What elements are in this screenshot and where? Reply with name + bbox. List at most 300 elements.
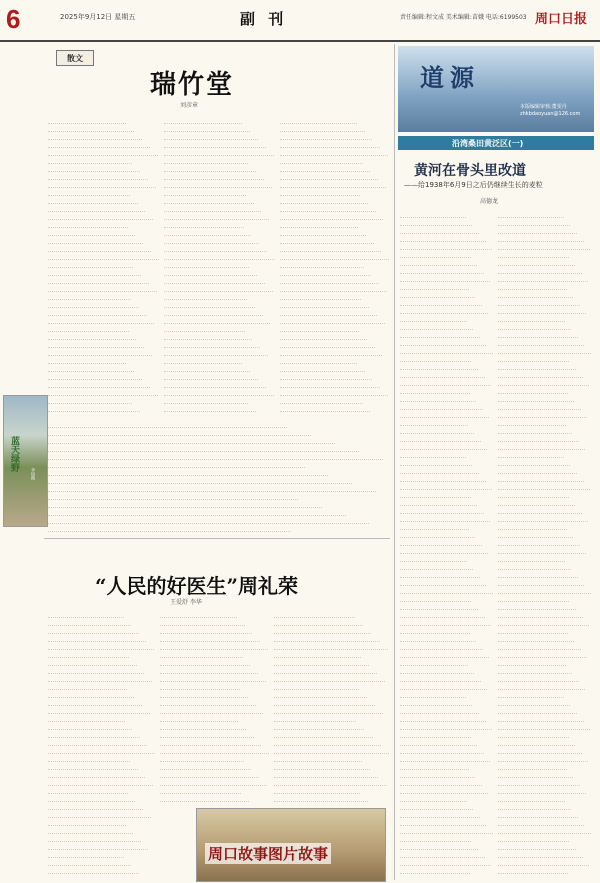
text-line bbox=[498, 706, 577, 714]
text-line bbox=[48, 826, 133, 834]
text-line bbox=[48, 818, 126, 826]
text-line bbox=[498, 610, 583, 618]
text-line bbox=[400, 386, 470, 394]
text-line bbox=[160, 626, 252, 634]
text-line bbox=[498, 786, 586, 794]
text-line bbox=[498, 282, 567, 290]
text-line bbox=[48, 714, 125, 722]
text-line bbox=[48, 284, 157, 292]
text-line bbox=[48, 858, 131, 866]
text-line bbox=[48, 212, 153, 220]
issue-date: 2025年9月12日 星期五 bbox=[60, 13, 136, 21]
text-line bbox=[48, 850, 124, 858]
text-line bbox=[280, 156, 363, 164]
text-line bbox=[164, 316, 270, 324]
text-line bbox=[400, 666, 474, 674]
section-title: 副 刊 bbox=[240, 10, 288, 28]
text-line bbox=[48, 332, 136, 340]
text-line bbox=[164, 236, 259, 244]
text-line bbox=[498, 266, 582, 274]
poem-column bbox=[498, 210, 592, 878]
text-line bbox=[498, 626, 568, 634]
text-line bbox=[48, 786, 128, 794]
text-line bbox=[498, 690, 564, 698]
text-line bbox=[280, 308, 377, 316]
text-line bbox=[280, 260, 364, 268]
text-line bbox=[280, 372, 372, 380]
text-line bbox=[498, 474, 584, 482]
text-line bbox=[164, 212, 269, 220]
text-line bbox=[280, 356, 357, 364]
text-line bbox=[164, 116, 242, 124]
text-line bbox=[498, 530, 573, 538]
text-line bbox=[274, 770, 378, 778]
photo-caption: 蓝天绿野 bbox=[9, 436, 19, 472]
text-line bbox=[164, 396, 248, 404]
column-editor: 本版编辑审核:董雯丹 zhkbdaoyuan@126.com bbox=[520, 104, 581, 117]
article-body-column bbox=[48, 610, 156, 878]
text-line bbox=[498, 674, 579, 682]
text-line bbox=[160, 794, 249, 802]
text-line bbox=[498, 834, 569, 842]
text-line bbox=[280, 388, 388, 396]
text-line bbox=[400, 514, 490, 522]
text-line bbox=[48, 204, 145, 212]
text-line bbox=[400, 242, 492, 250]
text-line bbox=[48, 420, 287, 428]
text-line bbox=[400, 850, 485, 858]
text-line bbox=[400, 450, 466, 458]
text-line bbox=[164, 364, 250, 372]
text-line bbox=[164, 188, 246, 196]
text-line bbox=[160, 730, 254, 738]
text-line bbox=[400, 458, 472, 466]
text-line bbox=[498, 410, 587, 418]
text-line bbox=[498, 634, 574, 642]
text-line bbox=[498, 618, 589, 626]
text-line bbox=[400, 482, 492, 490]
text-line bbox=[498, 842, 576, 850]
text-line bbox=[48, 140, 150, 148]
text-line bbox=[274, 690, 367, 698]
text-line bbox=[498, 642, 581, 650]
text-line bbox=[164, 284, 273, 292]
text-line bbox=[400, 402, 483, 410]
poem-headline: 黄河在骨头里改道 bbox=[414, 163, 526, 179]
text-line bbox=[160, 706, 263, 714]
text-line bbox=[280, 404, 370, 412]
text-line bbox=[400, 682, 487, 690]
text-line bbox=[48, 802, 143, 810]
text-line bbox=[48, 340, 144, 348]
text-line bbox=[498, 650, 587, 658]
text-line bbox=[48, 348, 152, 356]
text-line bbox=[400, 690, 466, 698]
text-line bbox=[48, 396, 132, 404]
text-line bbox=[498, 250, 569, 258]
article-body-column bbox=[280, 116, 390, 416]
text-line bbox=[280, 172, 378, 180]
text-line bbox=[48, 460, 305, 468]
text-line bbox=[48, 650, 129, 658]
text-line bbox=[164, 156, 248, 164]
text-line bbox=[498, 234, 584, 242]
text-line bbox=[498, 482, 590, 490]
text-line bbox=[48, 746, 155, 754]
article-author: 刘彦章 bbox=[180, 102, 199, 109]
text-line bbox=[48, 674, 152, 682]
article-body-column bbox=[160, 610, 270, 805]
text-line bbox=[274, 674, 385, 682]
text-line bbox=[48, 188, 130, 196]
text-line bbox=[400, 274, 490, 282]
text-line bbox=[48, 324, 129, 332]
text-line bbox=[48, 722, 132, 730]
text-line bbox=[498, 546, 586, 554]
text-line bbox=[48, 508, 346, 516]
text-line bbox=[498, 322, 571, 330]
text-line bbox=[498, 258, 575, 266]
text-line bbox=[274, 778, 387, 786]
article-body-column bbox=[164, 116, 276, 416]
text-line bbox=[48, 124, 134, 132]
text-line bbox=[498, 498, 575, 506]
text-line bbox=[48, 172, 148, 180]
text-line bbox=[160, 786, 241, 794]
text-line bbox=[160, 746, 269, 754]
text-line bbox=[280, 148, 388, 156]
text-line bbox=[274, 722, 364, 730]
text-line bbox=[164, 132, 258, 140]
text-line bbox=[164, 124, 250, 132]
text-line bbox=[160, 722, 246, 730]
text-line bbox=[400, 314, 467, 322]
text-line bbox=[48, 770, 145, 778]
text-line bbox=[400, 730, 471, 738]
text-line bbox=[48, 132, 142, 140]
text-line bbox=[164, 260, 249, 268]
text-line bbox=[48, 468, 328, 476]
text-line bbox=[280, 332, 367, 340]
text-line bbox=[280, 180, 386, 188]
text-line bbox=[280, 236, 374, 244]
text-line bbox=[498, 594, 569, 602]
text-line bbox=[400, 706, 479, 714]
text-line bbox=[400, 506, 484, 514]
text-line bbox=[498, 514, 588, 522]
text-line bbox=[498, 506, 582, 514]
text-line bbox=[164, 244, 267, 252]
text-line bbox=[400, 306, 488, 314]
text-line bbox=[498, 826, 591, 834]
text-line bbox=[498, 274, 588, 282]
text-line bbox=[274, 618, 363, 626]
text-line bbox=[160, 762, 251, 770]
text-line bbox=[498, 562, 571, 570]
text-line bbox=[48, 444, 359, 452]
text-line bbox=[48, 516, 369, 524]
text-line bbox=[280, 220, 358, 228]
text-line bbox=[498, 722, 590, 730]
text-line bbox=[280, 212, 383, 220]
text-line bbox=[400, 570, 480, 578]
text-line bbox=[48, 842, 148, 850]
text-line bbox=[48, 148, 158, 156]
text-line bbox=[498, 850, 583, 858]
text-line bbox=[48, 492, 298, 500]
text-line bbox=[164, 380, 266, 388]
text-line bbox=[400, 266, 484, 274]
text-line bbox=[498, 402, 581, 410]
text-line bbox=[48, 866, 139, 874]
text-line bbox=[48, 794, 135, 802]
text-line bbox=[498, 770, 573, 778]
text-line bbox=[280, 380, 380, 388]
text-line bbox=[280, 276, 379, 284]
text-line bbox=[164, 356, 242, 364]
text-line bbox=[400, 522, 469, 530]
newspaper-brand: 周口日报 bbox=[535, 12, 588, 27]
text-line bbox=[274, 738, 381, 746]
text-line bbox=[400, 330, 480, 338]
text-line bbox=[280, 292, 361, 300]
text-line bbox=[48, 300, 139, 308]
text-line bbox=[48, 164, 140, 172]
text-line bbox=[164, 180, 272, 188]
text-line bbox=[274, 610, 355, 618]
text-line bbox=[164, 220, 244, 228]
article-category-tag: 散文 bbox=[56, 50, 94, 66]
text-line bbox=[280, 364, 365, 372]
text-line bbox=[400, 442, 487, 450]
photo-credit: 李绿摄 bbox=[31, 468, 36, 480]
text-line bbox=[498, 490, 569, 498]
text-line bbox=[400, 282, 469, 290]
text-line bbox=[160, 682, 240, 690]
text-line bbox=[400, 418, 468, 426]
text-line bbox=[400, 602, 478, 610]
text-line bbox=[280, 396, 363, 404]
text-line bbox=[164, 140, 266, 148]
text-line bbox=[48, 810, 151, 818]
text-line bbox=[400, 218, 472, 226]
text-line bbox=[48, 738, 147, 746]
text-line bbox=[160, 658, 250, 666]
text-line bbox=[498, 658, 566, 666]
text-line bbox=[498, 314, 565, 322]
text-line bbox=[400, 322, 473, 330]
text-line bbox=[48, 388, 158, 396]
text-line bbox=[164, 172, 264, 180]
text-line bbox=[498, 210, 564, 218]
text-line bbox=[280, 116, 357, 124]
text-line bbox=[400, 818, 486, 826]
text-line bbox=[48, 698, 142, 706]
text-line bbox=[498, 698, 570, 706]
text-line bbox=[498, 866, 568, 874]
text-line bbox=[400, 370, 485, 378]
text-line bbox=[280, 188, 360, 196]
text-line bbox=[274, 706, 383, 714]
text-line bbox=[164, 292, 247, 300]
text-line bbox=[400, 530, 475, 538]
text-line bbox=[498, 218, 570, 226]
text-line bbox=[274, 730, 373, 738]
text-line bbox=[274, 746, 389, 754]
text-line bbox=[48, 524, 291, 532]
text-line bbox=[48, 268, 141, 276]
text-line bbox=[48, 404, 140, 412]
text-line bbox=[280, 340, 375, 348]
text-line bbox=[400, 754, 490, 762]
text-line bbox=[498, 738, 575, 746]
text-line bbox=[160, 634, 260, 642]
text-line bbox=[280, 124, 365, 132]
text-line bbox=[400, 674, 481, 682]
text-line bbox=[400, 394, 476, 402]
text-line bbox=[48, 762, 138, 770]
text-line bbox=[280, 164, 370, 172]
article-author: 王爱舒 李华 bbox=[170, 599, 202, 606]
text-line bbox=[274, 754, 362, 762]
text-line bbox=[498, 810, 578, 818]
text-line bbox=[160, 610, 237, 618]
text-line bbox=[164, 404, 256, 412]
text-line bbox=[164, 268, 257, 276]
text-line bbox=[400, 626, 470, 634]
text-line bbox=[48, 156, 132, 164]
text-line bbox=[164, 324, 245, 332]
text-line bbox=[498, 226, 577, 234]
editor-line: 责任编辑:程文成 美术编辑:苗娥 电话:6199503 bbox=[400, 14, 527, 21]
text-line bbox=[164, 300, 255, 308]
text-line bbox=[274, 642, 388, 650]
text-line bbox=[400, 866, 470, 874]
text-line bbox=[498, 386, 568, 394]
text-line bbox=[164, 276, 265, 284]
text-line bbox=[498, 354, 569, 362]
text-line bbox=[498, 290, 573, 298]
text-line bbox=[274, 682, 359, 690]
text-line bbox=[48, 364, 134, 372]
text-line bbox=[160, 674, 266, 682]
text-line bbox=[400, 858, 491, 866]
text-line bbox=[48, 834, 141, 842]
text-line bbox=[48, 778, 153, 786]
text-line bbox=[164, 308, 263, 316]
text-line bbox=[160, 738, 261, 746]
text-line bbox=[498, 242, 590, 250]
column-rule bbox=[394, 44, 395, 880]
text-line bbox=[164, 372, 258, 380]
text-line bbox=[400, 298, 482, 306]
text-line bbox=[400, 746, 484, 754]
text-line bbox=[498, 378, 589, 386]
text-line bbox=[498, 370, 583, 378]
text-line bbox=[280, 244, 381, 252]
text-line bbox=[164, 164, 256, 172]
text-line bbox=[400, 610, 485, 618]
text-line bbox=[400, 762, 469, 770]
text-line bbox=[498, 338, 584, 346]
text-line bbox=[48, 690, 134, 698]
text-line bbox=[400, 834, 471, 842]
text-line bbox=[400, 426, 474, 434]
text-line bbox=[164, 340, 260, 348]
text-line bbox=[400, 234, 486, 242]
text-line bbox=[274, 714, 356, 722]
page-number: 6 bbox=[6, 4, 21, 34]
text-line bbox=[48, 428, 311, 436]
text-line bbox=[48, 706, 150, 714]
text-line bbox=[400, 826, 493, 834]
text-line bbox=[498, 450, 564, 458]
text-line bbox=[280, 140, 380, 148]
text-line bbox=[400, 738, 477, 746]
text-line bbox=[48, 236, 143, 244]
text-line bbox=[400, 226, 479, 234]
text-line bbox=[498, 682, 585, 690]
text-line bbox=[498, 746, 582, 754]
text-line bbox=[498, 570, 578, 578]
series-title: 沿湾桑田黄泛区(一) bbox=[452, 139, 524, 148]
text-line bbox=[498, 458, 570, 466]
text-line bbox=[48, 666, 144, 674]
text-line bbox=[400, 546, 488, 554]
text-line bbox=[400, 538, 482, 546]
text-line bbox=[48, 730, 140, 738]
text-line bbox=[400, 490, 471, 498]
text-line bbox=[400, 410, 489, 418]
text-line bbox=[280, 300, 369, 308]
text-line bbox=[498, 362, 576, 370]
text-line bbox=[280, 348, 382, 356]
poem-author: 高德龙 bbox=[480, 198, 499, 205]
text-line bbox=[48, 754, 130, 762]
text-line bbox=[498, 346, 591, 354]
text-line bbox=[498, 602, 576, 610]
text-line bbox=[48, 626, 139, 634]
text-line bbox=[160, 666, 258, 674]
text-line bbox=[164, 332, 252, 340]
text-line bbox=[498, 578, 584, 586]
text-line bbox=[498, 762, 567, 770]
text-line bbox=[400, 794, 467, 802]
text-line bbox=[498, 426, 572, 434]
text-line bbox=[160, 690, 248, 698]
text-line bbox=[400, 810, 480, 818]
article-title: “人民的好医生”周礼荣 bbox=[95, 574, 299, 598]
text-line bbox=[164, 388, 274, 396]
text-line bbox=[400, 290, 475, 298]
text-line bbox=[400, 258, 477, 266]
text-line bbox=[164, 228, 251, 236]
article-body-column bbox=[48, 116, 160, 416]
text-line bbox=[400, 770, 475, 778]
text-line bbox=[160, 642, 268, 650]
text-line bbox=[498, 554, 565, 562]
text-line bbox=[274, 762, 370, 770]
poem-column bbox=[400, 210, 494, 878]
text-line bbox=[498, 666, 572, 674]
text-line bbox=[400, 618, 491, 626]
text-line bbox=[400, 346, 493, 354]
text-line bbox=[498, 794, 565, 802]
text-line bbox=[280, 196, 368, 204]
text-line bbox=[274, 658, 369, 666]
text-line bbox=[274, 794, 368, 802]
text-line bbox=[48, 252, 159, 260]
